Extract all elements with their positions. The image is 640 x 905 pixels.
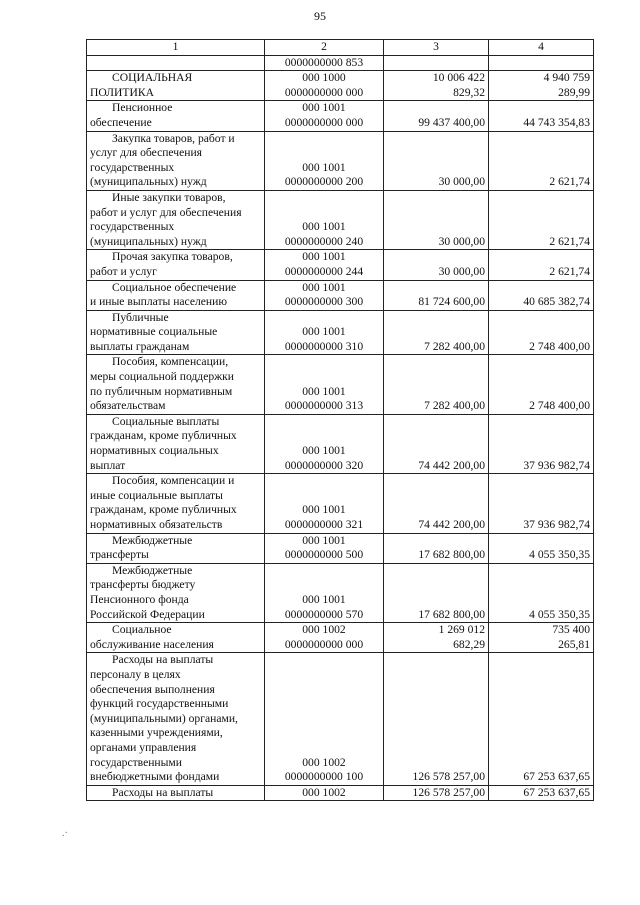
cell-planned-line: 30 000,00 [438,264,485,278]
cell-name [87,653,265,785]
cell-code [265,55,384,71]
cell-executed-line: 37 936 982,74 [523,518,590,531]
table-row [87,101,594,131]
scan-mark: .· [62,828,68,839]
cell-executed-line: 4 940 759 [543,71,590,85]
cell-name-line: Социальные выплаты [112,414,220,428]
cell-executed [489,101,594,131]
cell-name [87,250,265,280]
cell-code-line: 000 1001 [302,101,346,115]
table-row [87,250,594,280]
cell-executed [489,533,594,563]
cell-name-line: нормативных обязательств [90,518,223,531]
cell-code [265,310,384,355]
cell-planned [384,190,489,249]
cell-code-line: 0000000000 320 [284,458,364,472]
cell-code-line: 000 1001 [302,592,346,606]
cell-executed-line: 2 621,74 [549,234,590,248]
cell-name-line: Расходы на выплаты [112,653,214,667]
cell-name-line: (муниципальных) нужд [90,234,207,248]
cell-name-line: услуг для обеспечения [90,146,202,160]
cell-planned-line: 74 442 200,00 [418,458,485,472]
header-col-2: 2 [265,40,384,56]
cell-name-line: меры социальной поддержки [90,370,234,384]
cell-executed [489,623,594,653]
cell-planned-line: 829,32 [453,85,485,99]
cell-name [87,131,265,190]
cell-code [265,474,384,533]
cell-executed [489,310,594,355]
cell-name [87,623,265,653]
cell-code-line: 000 1001 [302,280,346,294]
cell-code [265,250,384,280]
cell-name-line: гражданам, кроме публичных [90,503,237,517]
cell-code [265,623,384,653]
cell-planned [384,563,489,622]
cell-planned-line: 74 442 200,00 [418,518,485,531]
cell-executed-line: 4 055 350,35 [529,607,590,621]
cell-executed-line: 37 936 982,74 [523,458,590,472]
cell-name-line [90,56,261,71]
page-number: 95 [314,9,326,23]
cell-name-line: СОЦИАЛЬНАЯ [112,71,193,85]
cell-planned-line: 682,29 [453,637,485,651]
cell-planned [384,653,489,785]
cell-executed [489,785,594,801]
cell-code-line: 0000000000 300 [284,295,364,309]
cell-name-line: Расходы на выплаты [112,785,214,799]
cell-name-line: выплаты гражданам [90,339,190,353]
table-row [87,190,594,249]
cell-name-line: ПОЛИТИКА [90,85,154,99]
table-header-row [87,40,594,56]
cell-name-line: государственных [90,160,175,174]
cell-code-line: 0000000000 244 [284,264,364,278]
cell-planned [384,131,489,190]
cell-name [87,280,265,310]
cell-name-line: Социальное обеспечение [112,280,237,294]
cell-planned [384,55,489,71]
cell-code-line: 000 1002 [302,623,346,637]
cell-planned [384,623,489,653]
cell-code-line: 000 1002 [302,785,346,799]
cell-name [87,310,265,355]
cell-code-line: 000 1001 [302,160,346,174]
table-row [87,280,594,310]
cell-name-line: иные социальные выплаты [90,488,223,502]
cell-name-line: функций государственными [90,697,229,711]
cell-name [87,355,265,414]
cell-executed-line: 289,99 [558,85,590,99]
cell-name-line: внебюджетными фондами [90,770,220,784]
cell-name-line: обязательствам [90,399,166,413]
cell-name-line: (муниципальными) органами, [90,711,238,725]
cell-planned-line: 81 724 600,00 [418,295,485,309]
cell-name [87,55,265,71]
cell-planned-line: 99 437 400,00 [418,115,485,129]
cell-code-line: 000 1001 [302,533,346,547]
cell-executed-line: 735 400 [552,623,590,637]
cell-name-line: Пособия, компенсации, [112,355,229,369]
cell-name [87,785,265,801]
cell-executed-line: 2 621,74 [549,175,590,189]
cell-code [265,355,384,414]
cell-name-line: работ и услуг [90,264,157,278]
cell-planned-line: 7 282 400,00 [424,399,485,413]
cell-name-line: работ и услуг для обеспечения [90,205,242,219]
cell-name-line: гражданам, кроме публичных [90,429,237,443]
cell-executed [489,563,594,622]
cell-code-line: 000 1001 [302,250,346,264]
cell-code-line: 0000000000 500 [284,548,364,562]
cell-name-line: выплат [90,458,126,472]
cell-name-line: и иные выплаты населению [90,295,227,309]
cell-executed-line: 2 621,74 [549,264,590,278]
cell-name-line: Иные закупки товаров, [112,190,226,204]
cell-code-line: 000 1001 [302,384,346,398]
cell-planned-line [387,56,485,71]
cell-name-line: Социальное [112,623,172,637]
cell-executed-line: 40 685 382,74 [523,295,590,309]
table-row [87,131,594,190]
cell-planned-line: 17 682 800,00 [418,607,485,621]
cell-code-line: 0000000000 000 [284,637,364,651]
cell-planned-line: 126 578 257,00 [412,770,485,784]
cell-name [87,563,265,622]
table-row [87,55,594,71]
cell-code [265,101,384,131]
cell-name-line: трансферты бюджету [90,578,196,592]
cell-executed-line [492,56,590,71]
cell-name-line: Закупка товаров, работ и [112,131,235,145]
cell-executed-line: 2 748 400,00 [529,399,590,413]
cell-planned [384,280,489,310]
table-row [87,310,594,355]
cell-planned [384,71,489,101]
table-row [87,355,594,414]
table-row [87,623,594,653]
cell-planned [384,414,489,473]
cell-planned [384,250,489,280]
cell-planned [384,355,489,414]
cell-code-line: 000 1001 [302,503,346,517]
cell-code-line: 0000000000 200 [284,175,364,189]
cell-name-line: государственных [90,220,175,234]
cell-code-line: 0000000000 321 [284,518,364,531]
cell-name-line: трансферты [90,548,149,562]
budget-table [86,39,594,801]
cell-executed [489,250,594,280]
header-col-4: 4 [489,40,594,56]
cell-name-line: обслуживание населения [90,637,214,651]
table-row [87,414,594,473]
cell-executed-line: 44 743 354,83 [523,115,590,129]
cell-executed-line: 4 055 350,35 [529,548,590,562]
cell-code-line: 0000000000 853 [284,55,364,69]
cell-planned-line: 126 578 257,00 [412,785,485,799]
cell-planned [384,310,489,355]
cell-name-line: казенными учреждениями, [90,726,223,740]
cell-name-line: Российской Федерации [90,607,205,621]
cell-executed-line: 265,81 [558,637,590,651]
cell-code [265,190,384,249]
cell-name-line: Прочая закупка товаров, [112,250,233,264]
cell-code-line: 0000000000 100 [284,770,364,784]
table-row [87,563,594,622]
cell-code [265,653,384,785]
table-row [87,785,594,801]
header-col-3: 3 [384,40,489,56]
cell-code [265,563,384,622]
cell-name [87,71,265,101]
cell-code-line: 0000000000 310 [284,339,364,353]
cell-name-line: государственными [90,755,182,769]
cell-name [87,101,265,131]
cell-planned-line: 30 000,00 [438,175,485,189]
cell-name-line: Пособия, компенсации и [112,474,235,488]
cell-name-line: Публичные [112,310,169,324]
cell-executed [489,280,594,310]
cell-name-line: Пенсионное [112,101,173,115]
cell-name-line: нормативные социальные [90,325,218,339]
cell-code-line: 0000000000 570 [284,607,364,621]
cell-name [87,474,265,533]
cell-code [265,131,384,190]
cell-name [87,190,265,249]
cell-code-line: 000 1002 [302,755,346,769]
cell-executed [489,653,594,785]
cell-name-line: обеспечение [90,115,152,129]
cell-executed [489,355,594,414]
cell-code [265,280,384,310]
cell-name-line: по публичным нормативным [90,384,233,398]
cell-name-line: нормативных социальных [90,444,219,458]
cell-name [87,533,265,563]
cell-code-line: 000 1001 [302,325,346,339]
cell-planned-line: 7 282 400,00 [424,339,485,353]
cell-planned-line: 1 269 012 [438,623,485,637]
table-row [87,533,594,563]
cell-code [265,533,384,563]
cell-code-line: 000 1001 [302,220,346,234]
cell-planned-line: 10 006 422 [432,71,485,85]
cell-planned [384,101,489,131]
cell-code-line: 0000000000 240 [284,234,364,248]
cell-planned-line: 17 682 800,00 [418,548,485,562]
cell-code-line: 000 1001 [302,444,346,458]
cell-code-line: 0000000000 313 [284,399,364,413]
cell-name-line: Межбюджетные [112,533,193,547]
table-row [87,653,594,785]
cell-planned [384,785,489,801]
cell-executed-line: 67 253 637,65 [523,770,590,784]
cell-name-line: органами управления [90,740,197,754]
cell-name-line: Межбюджетные [112,563,193,577]
cell-code [265,71,384,101]
cell-name-line: персоналу в целях [90,667,181,681]
cell-name-line: (муниципальных) нужд [90,175,207,189]
cell-executed [489,55,594,71]
cell-code [265,785,384,801]
cell-executed [489,71,594,101]
cell-planned-line: 30 000,00 [438,234,485,248]
cell-executed [489,131,594,190]
header-col-1: 1 [87,40,265,56]
cell-planned [384,474,489,533]
cell-name-line: обеспечения выполнения [90,682,215,696]
cell-executed-line: 2 748 400,00 [529,339,590,353]
cell-code-line: 000 1000 [302,71,346,85]
cell-executed [489,414,594,473]
cell-code [265,414,384,473]
cell-code-line: 0000000000 000 [284,85,364,99]
cell-name [87,414,265,473]
cell-code-line: 0000000000 000 [284,115,364,129]
cell-name-line: Пенсионного фонда [90,592,189,606]
cell-planned [384,533,489,563]
table-row [87,71,594,101]
cell-executed-line: 67 253 637,65 [523,785,590,799]
table-row [87,474,594,533]
cell-executed [489,190,594,249]
cell-executed [489,474,594,533]
